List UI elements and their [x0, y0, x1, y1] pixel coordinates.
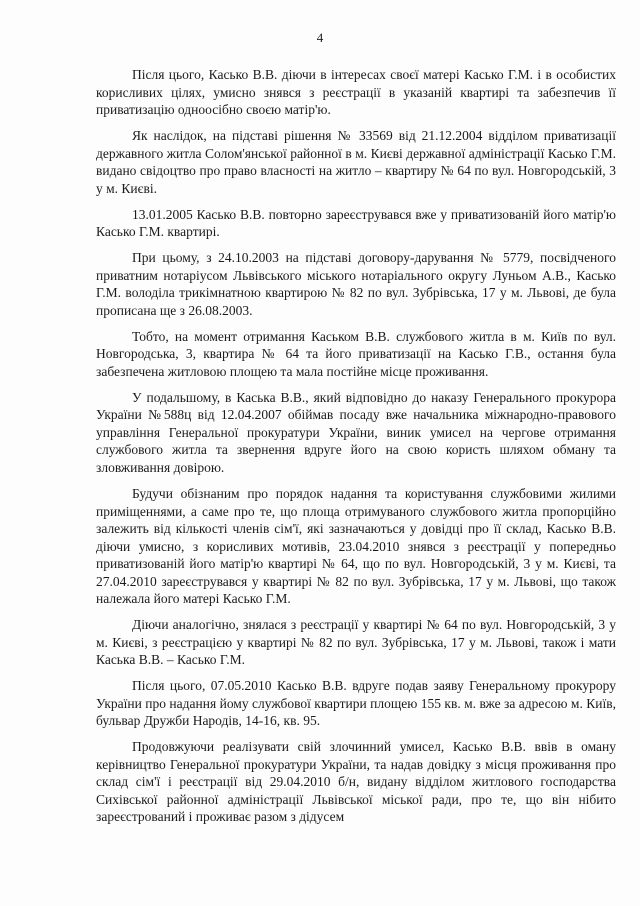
paragraph: Тобто, на момент отримання Каськом В.В. службового житла в м. Київ по вул. Новгородська, 3, квартира № 64 та його приватизації на Касько Г.В., остання була забезпечена житловою площею та мала постійне місце проживання. [96, 328, 616, 379]
paragraph: 13.01.2005 Касько В.В. повторно зареєструвався вже у приватизованій його матір'ю Касько Г.М. квартирі. [96, 206, 616, 240]
paragraph: Діючи аналогічно, знялася з реєстрації у квартирі № 64 по вул. Новгородській, 3 у м. Києві, з реєстрацією у квартирі № 82 по вул. Зубрівська, 17 у м. Львові, також і мати Каська В.В. – Касько Г.М. [96, 617, 616, 668]
paragraph: Продовжуючи реалізувати свій злочинний умисел, Касько В.В. ввів в оману керівництво Генеральної прокуратури України, та надав довідку з місця проживання про склад сім'ї і реєстрації від 29.04.2010 б/н, видану відділом житлового господарства Сихівської районної адміністрації Львівської міської ради, про те, що він нібито зареєстрований і проживає разом з дідусем [96, 739, 616, 825]
paragraph: При цьому, з 24.10.2003 на підставі договору-дарування № 5779, посвідченого приватним нотаріусом Львівського міського нотаріального округу Луньом А.В., Касько Г.М. володіла трикімнатною квартирою № 82 по вул. Зубрівська, 17 у м. Львові, де була прописана ще з 26.08.2003. [96, 250, 616, 318]
paragraph: Як наслідок, на підставі рішення № 33569 від 21.12.2004 відділом приватизації державного житла Солом'янської районної в м. Києві державної адміністрації Касько Г.М. видано свідоцтво про право власності на житло – квартиру № 64 по вул. Новгородській, 3 у м. Києві. [96, 128, 616, 196]
document-body [96, 66, 616, 834]
paragraph: Будучи обізнаним про порядок надання та користування службовими жилими приміщеннями, а саме про те, що площа отримуваного службового житла пропорційно залежить від кількості членів сім'ї, які зазначаються у довідці про її склад, Касько В.В. діючи умисно, з корисливих мотивів, 23.04.2010 знявся з реєстрації у попередньо приватизованій його матір'ю квартирі № 64, що по вул. Новгородській, 3 у м. Києві, та 27.04.2010 зареєструвався у квартирі № 82 по вул. Зубрівська, 17 у м. Львові, що також належала його матері Касько Г.М. [96, 486, 616, 607]
page-number: 4 [316, 30, 324, 45]
paragraph: Після цього, Касько В.В. діючи в інтересах своєї матері Касько Г.М. і в особистих корисливих цілях, умисно знявся з реєстрації в указаній квартирі та забезпечив її приватизацію одноосібно своєю матір'ю. [96, 67, 616, 117]
paragraph: У подальшому, в Каська В.В., який відповідно до наказу Генерального прокурора України №588ц від 12.04.2007 обіймав посаду вже начальника міжнародно-правового управління Генеральної прокуратури України, виник умисел на чергове отримання службового житла та звернення вдруге його на свою користь шляхом обману та зловживання довірою. [96, 389, 616, 475]
paragraph: Після цього, 07.05.2010 Касько В.В. вдруге подав заяву Генеральному прокурору України про надання йому службової квартири площею 155 кв. м. вже за адресою м. Київ, бульвар Дружби Народів, 14-16, кв. 95. [96, 678, 616, 729]
